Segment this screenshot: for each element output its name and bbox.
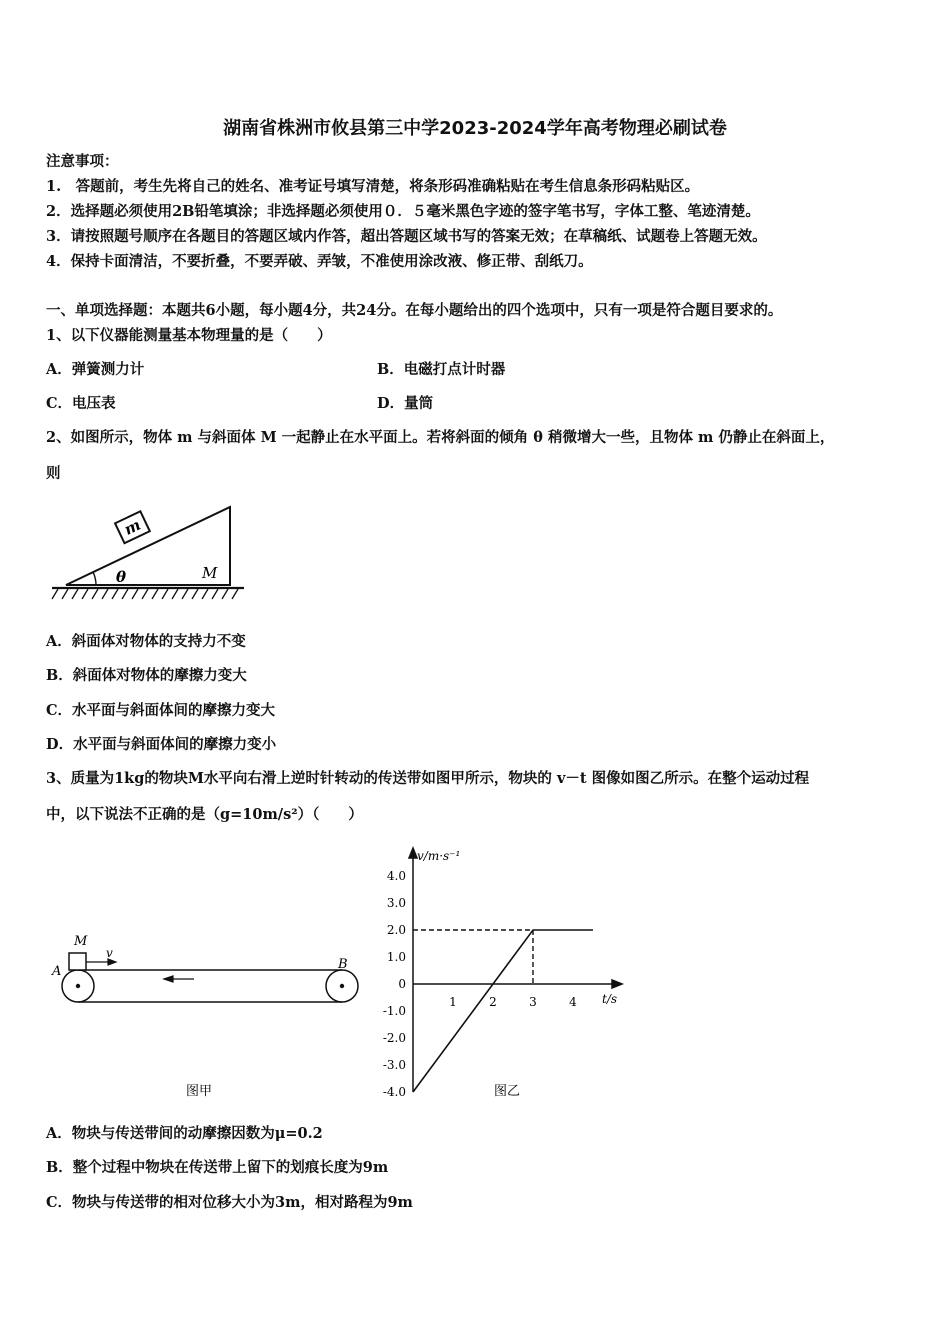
velocity-label: v [106, 946, 113, 960]
y-tick-label: -4.0 [382, 1085, 406, 1099]
notice-item: 4．保持卡面清洁，不要折叠，不要弄破、弄皱，不准使用涂改液、修正带、刮纸刀。 [46, 253, 593, 270]
q2-option-a: A．斜面体对物体的支持力不变 [46, 633, 246, 650]
q1-option-b: B．电磁打点计时器 [377, 361, 506, 378]
q1-option-c: C．电压表 [46, 395, 116, 412]
section-heading: 一、单项选择题：本题共6小题，每小题4分，共24分。在每小题给出的四个选项中，只有一项是符合题目要求的。 [46, 302, 783, 319]
angle-arc [93, 572, 96, 585]
left-pulley-center [76, 984, 80, 988]
x-tick-label: 3 [529, 995, 537, 1009]
notice-item: 1. 答题前，考生先将自己的姓名、准考证号填写清楚，将条形码准确粘贴在考生信息条形码粘贴区。 [46, 178, 700, 195]
x-tick-label: 1 [449, 995, 457, 1009]
q3-option-a: A．物块与传送带间的动摩擦因数为μ=0.2 [46, 1125, 323, 1142]
block-M [69, 953, 86, 970]
mass-label: M [74, 934, 88, 949]
q1-option-d: D．量筒 [377, 395, 434, 412]
notice-item: 2．选择题必须使用2B铅笔填涂；非选择题必须使用０．５毫米黑色字迹的签字笔书写，字体工整、笔迹清楚。 [46, 203, 760, 220]
conveyor-figure [46, 925, 366, 1105]
angle-label: θ [116, 568, 127, 586]
y-tick-label: 2.0 [386, 923, 406, 937]
y-tick-label: -2.0 [382, 1031, 406, 1045]
figure-a-caption: 图甲 [186, 1084, 213, 1099]
question-1-stem: 1、以下仪器能测量基本物理量的是（ ） [46, 327, 332, 344]
question-2-stem-cont: 则 [46, 465, 61, 482]
velocity-line [413, 930, 593, 1092]
y-tick-label: 3.0 [386, 896, 406, 910]
incline-figure [48, 500, 248, 604]
belt-direction-arrow [164, 976, 194, 982]
q2-option-d: D．水平面与斜面体间的摩擦力变小 [46, 736, 277, 753]
x-tick-label: 2 [489, 995, 497, 1009]
question-2-stem: 2、如图所示，物体 m 与斜面体 M 一起静止在水平面上。若将斜面的倾角 θ 稍微增大一些，且物体 m 仍静止在斜面上， [46, 429, 835, 446]
x-axis-label: t/s [602, 992, 618, 1006]
y-tick-label: 4.0 [386, 869, 406, 883]
y-tick-label: 0 [398, 977, 406, 991]
y-axis-label: v/m·s⁻¹ [417, 849, 461, 863]
question-3-stem: 3、质量为1kg的物块M水平向右滑上逆时针转动的传送带如图甲所示，物块的 v－t 图像如图乙所示。在整个运动过程 [46, 770, 810, 787]
y-tick-label: -3.0 [382, 1058, 406, 1072]
q2-option-c: C．水平面与斜面体间的摩擦力变大 [46, 702, 276, 719]
block-m [115, 511, 150, 543]
conveyor-belt [62, 970, 358, 1002]
x-tick-label: 4 [569, 995, 577, 1009]
block-label: m [121, 515, 144, 539]
right-pulley-center [340, 984, 344, 988]
ground-hatching [52, 588, 244, 599]
q3-option-c: C．物块与传送带的相对位移大小为3m，相对路程为9m [46, 1194, 413, 1211]
vt-graph [366, 838, 636, 1108]
q3-option-b: B．整个过程中物块在传送带上留下的划痕长度为9m [46, 1159, 389, 1176]
q2-option-b: B．斜面体对物体的摩擦力变大 [46, 667, 247, 684]
y-tick-label: -1.0 [382, 1004, 406, 1018]
notice-heading: 注意事项： [46, 153, 119, 170]
point-b-label: B [338, 957, 348, 972]
q1-option-a: A．弹簧测力计 [46, 361, 145, 378]
figure-b-caption: 图乙 [494, 1084, 521, 1099]
page-title: 湖南省株洲市攸县第三中学2023-2024学年高考物理必刷试卷 [223, 118, 727, 139]
question-3-stem-cont: 中，以下说法不正确的是（g=10m/s²）（ ） [46, 806, 363, 823]
wedge-label: M [202, 564, 218, 582]
y-tick-label: 1.0 [386, 950, 406, 964]
notice-item: 3．请按照题号顺序在各题目的答题区域内作答，超出答题区域书写的答案无效；在草稿纸、试题卷上答题无效。 [46, 228, 767, 245]
point-a-label: A [52, 964, 62, 979]
